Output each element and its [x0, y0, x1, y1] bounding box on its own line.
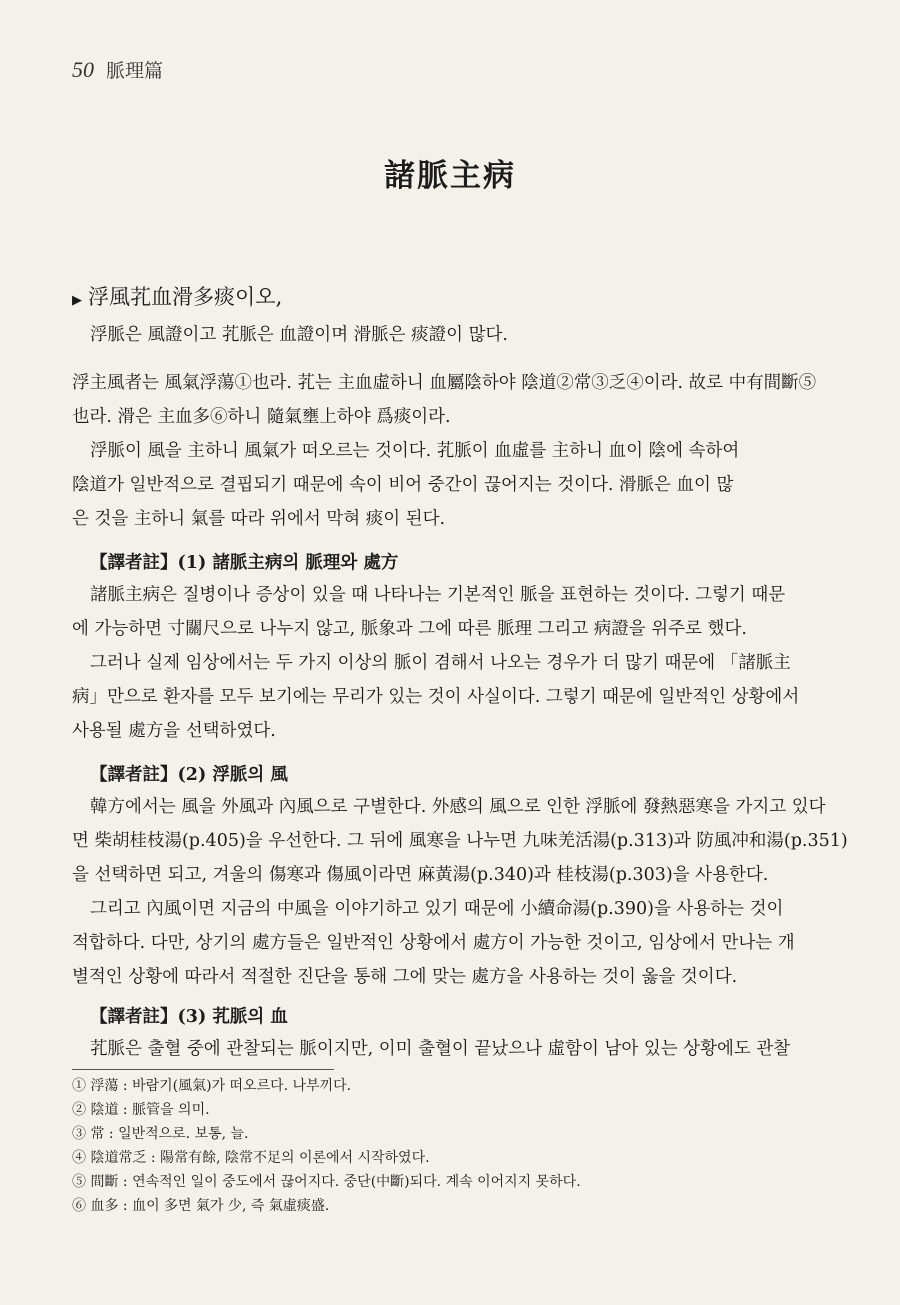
translation-line: 은 것을 主하니 氣를 따라 위에서 막혀 痰이 된다.: [72, 509, 446, 529]
note-heading: 【譯者註】(3) 芤脈의 血: [90, 1007, 288, 1027]
body-line: 芤脈은 출혈 중에 관찰되는 脈이지만, 이미 출혈이 끝났으나 虛함이 남아 있는 상황에도 관찰: [90, 1039, 791, 1059]
footnote: ② 陰道 : 脈管을 의미.: [72, 1102, 210, 1118]
body-line: 그리고 內風이면 지금의 中風을 이야기하고 있기 때문에 小續命湯(p.390)을 사용하는 것이: [90, 899, 784, 919]
chapter-title: 諸脈主病: [384, 158, 516, 194]
section-name: 脈理篇: [106, 60, 164, 82]
page-header: [72, 56, 163, 83]
note-heading: 【譯者註】(2) 浮脈의 風: [90, 765, 288, 785]
translation-line: 浮脈이 風을 主하니 風氣가 떠오르는 것이다. 芤脈이 血虛를 主하니 血이 陰에 속하여: [90, 441, 740, 461]
verse-line: ▶ 浮風芤血滑多痰이오,: [72, 285, 283, 309]
footnote: ⑤ 間斷 : 연속적인 일이 중도에서 끊어지다. 중단(中斷)되다. 계속 이어지지 못하다.: [72, 1174, 581, 1190]
body-line: 韓方에서는 風을 外風과 內風으로 구별한다. 外感의 風으로 인한 浮脈에 發熱惡寒을 가지고 있다: [90, 797, 826, 817]
commentary-line: 浮主風者는 風氣浮蕩①也라. 芤는 主血虛하니 血屬陰하야 陰道②常③乏④이라. 故로 中有間斷⑤: [72, 373, 817, 393]
body-line: 病」만으로 환자를 모두 보기에는 무리가 있는 것이 사실이다. 그렇기 때문에 일반적인 상황에서: [72, 687, 800, 707]
body-line: 별적인 상황에 따라서 적절한 진단을 통해 그에 맞는 處方을 사용하는 것이 옳을 것이다.: [72, 967, 738, 987]
footnote: ① 浮蕩 : 바람기(風氣)가 떠오르다. 나부끼다.: [72, 1078, 352, 1094]
triangle-marker-icon: ▶: [72, 293, 82, 308]
footnote: ④ 陰道常乏 : 陽常有餘, 陰常不足의 이론에서 시작하였다.: [72, 1150, 430, 1166]
page-number: 50: [72, 57, 94, 82]
body-line: 그러나 실제 임상에서는 두 가지 이상의 脈이 겸해서 나오는 경우가 더 많기 때문에 「諸脈主: [90, 653, 791, 673]
body-line: 을 선택하면 되고, 겨울의 傷寒과 傷風이라면 麻黃湯(p.340)과 桂枝湯(p.303)을 사용한다.: [72, 865, 769, 885]
verse-translation: 浮脈은 風證이고 芤脈은 血證이며 滑脈은 痰證이 많다.: [90, 325, 508, 345]
body-line: 적합하다. 다만, 상기의 處方들은 일반적인 상황에서 處方이 가능한 것이고, 임상에서 만나는 개: [72, 933, 795, 953]
body-line: 사용될 處方을 선택하였다.: [72, 721, 276, 741]
footnote: ③ 常 : 일반적으로. 보통, 늘.: [72, 1126, 249, 1142]
body-line: 에 가능하면 寸關尺으로 나누지 않고, 脈象과 그에 따른 脈理 그리고 病證을 위주로 했다.: [72, 619, 747, 639]
body-line: 면 柴胡桂枝湯(p.405)을 우선한다. 그 뒤에 風寒을 나누면 九味羌活湯(p.313)과 防風冲和湯(p.351): [72, 831, 848, 851]
footnote-divider: [72, 1069, 334, 1070]
translation-line: 陰道가 일반적으로 결핍되기 때문에 속이 비어 중간이 끊어지는 것이다. 滑脈은 血이 많: [72, 475, 734, 495]
note-heading: 【譯者註】(1) 諸脈主病의 脈理와 處方: [90, 553, 399, 573]
commentary-line: 也라. 滑은 主血多⑥하니 隨氣壅上하야 爲痰이라.: [72, 407, 451, 427]
footnote: ⑥ 血多 : 血이 多면 氣가 少, 즉 氣虛痰盛.: [72, 1198, 330, 1214]
body-line: 諸脈主病은 질병이나 증상이 있을 때 나타나는 기본적인 脈을 표현하는 것이다. 그렇기 때문: [90, 585, 786, 605]
